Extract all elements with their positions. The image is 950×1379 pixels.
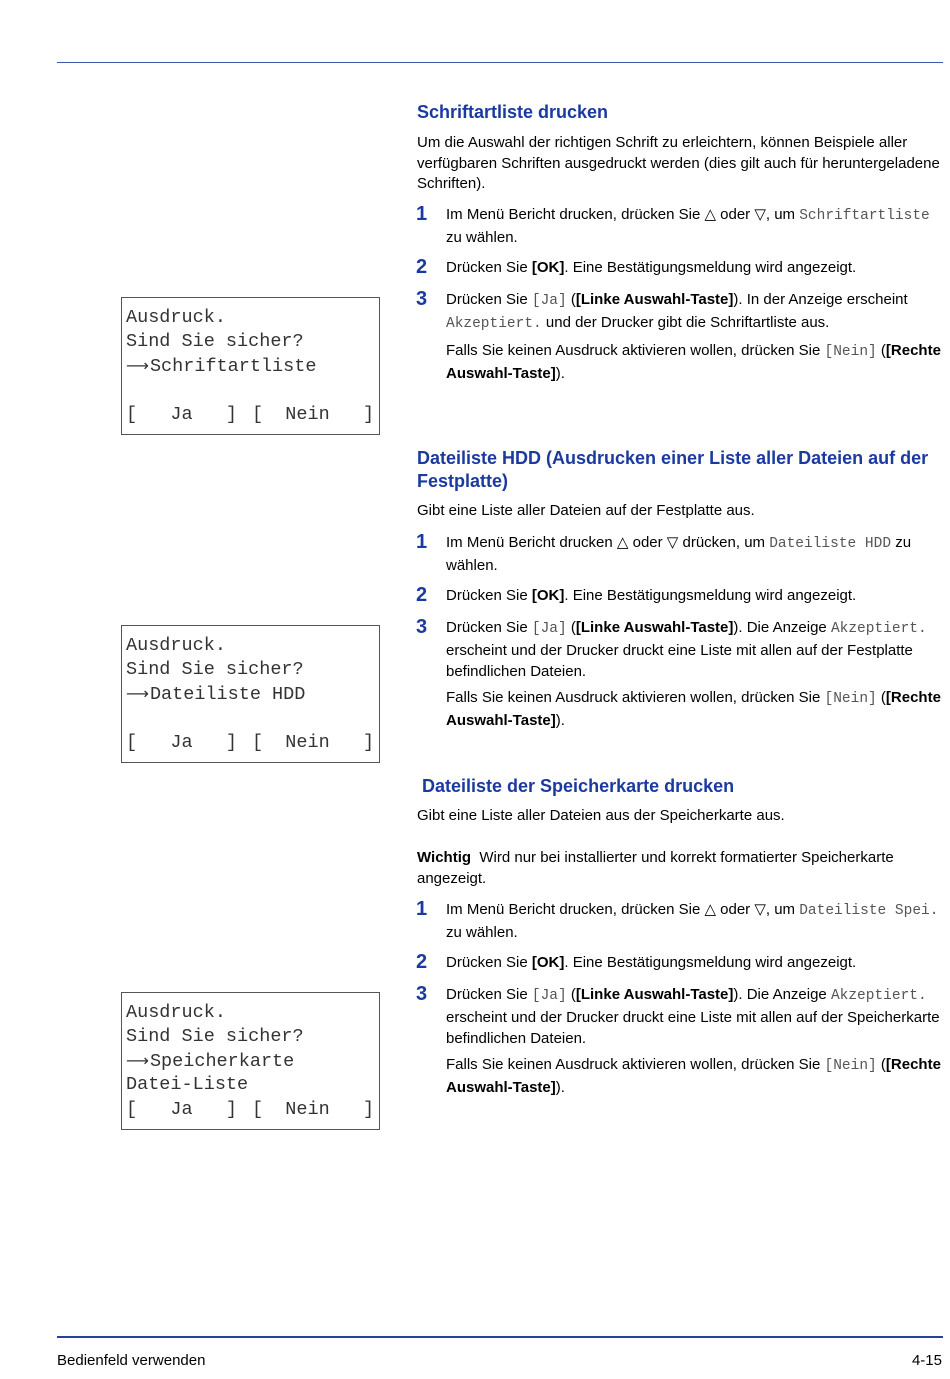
lcd-display-hdd-list [121, 625, 380, 763]
display-line: Ausdruck. [126, 307, 226, 328]
key-label: [Linke Auswahl-Taste] [575, 986, 734, 1003]
softkey-yes: [ Ja ] [126, 732, 238, 753]
step-item: 1 Im Menü Bericht drucken, drücken Sie △ oder ▽, um Schriftartliste zu wählen. [416, 203, 930, 246]
lcd-display-memory-card-list [121, 992, 380, 1130]
step-item: 1 Im Menü Bericht drucken, drücken Sie △ oder ▽, um Dateiliste Spei. zu wählen. [416, 898, 939, 941]
menu-option-code: Dateiliste Spei. [799, 903, 939, 919]
step-note: Falls Sie keinen Ausdruck aktivieren wollen, drücken Sie [Nein] ([Rechte Auswahl-Taste]). [446, 342, 941, 382]
display-line: Ausdruck. [126, 1002, 226, 1023]
section-intro: Gibt eine Liste aller Dateien auf der Festplatte aus. [417, 502, 755, 519]
step-number: 1 [416, 898, 428, 920]
step-note: Falls Sie keinen Ausdruck aktivieren wollen, drücken Sie [Nein] ([Rechte Auswahl-Taste]). [446, 1056, 941, 1096]
section-intro: Um die Auswahl der richtigen Schrift zu erleichtern, können Beispiele aller verfügbaren Schriften ausgedruckt werden (dies gilt auch für heruntergeladene Schriften). [417, 134, 940, 192]
key-label: [OK] [531, 587, 565, 604]
key-label: [OK] [531, 954, 565, 971]
key-label: [Rechte Auswahl-Taste] [446, 1056, 941, 1096]
display-line: Ausdruck. [126, 635, 226, 656]
display-line: Sind Sie sicher? [126, 659, 304, 680]
display-line: Sind Sie sicher? [126, 1026, 304, 1047]
steps-list [416, 204, 943, 384]
key-label: [Linke Auswahl-Taste] [575, 619, 734, 636]
step-item: 3 Drücken Sie [Ja] ([Linke Auswahl-Taste]). Die Anzeige Akzeptiert. erscheint und der Drucker druckt eine Liste mit allen auf der Festplatte befindlichen Dateien. Falls Sie keinen Ausdruck aktivieren wollen, drücken Sie [Nein] ([Rechte Auswahl-Taste]). [416, 617, 943, 731]
header-rule [57, 62, 943, 63]
steps-list [416, 532, 943, 731]
step-number: 2 [416, 951, 428, 973]
footer-rule [57, 1336, 943, 1338]
step-item: 3 Drücken Sie [Ja] ([Linke Auswahl-Taste]). Die Anzeige Akzeptiert. erscheint und der Drucker druckt eine Liste mit allen auf der Speicherkarte befindlichen Dateien. Falls Sie keinen Ausdruck aktivieren wollen, drücken Sie [Nein] ([Rechte Auswahl-Taste]). [416, 984, 943, 1098]
softkey-no: [ Nein ] [252, 404, 375, 425]
section-title-hdd-list: Dateiliste HDD (Ausdrucken einer Liste aller Dateien auf der Festplatte) [417, 448, 929, 491]
step-number: 3 [416, 288, 428, 310]
softkey-no: [ Nein ] [252, 1099, 375, 1120]
important-note: Wichtig Wird nur bei installierter und korrekt formatierter Speicherkarte angezeigt. [417, 849, 894, 887]
step-number: 2 [416, 584, 428, 606]
step-number: 1 [416, 531, 428, 553]
footer-chapter-title: Bedienfeld verwenden [57, 1352, 206, 1369]
menu-option-code: Schriftartliste [799, 208, 930, 224]
display-line: ⟶Schriftartliste [126, 356, 317, 377]
arrow-right-icon: ⟶ [126, 1051, 149, 1070]
page-number: 4-15 [911, 1352, 942, 1369]
step-number: 2 [416, 256, 428, 278]
key-label: [Linke Auswahl-Taste] [575, 291, 734, 308]
menu-option-code: Dateiliste HDD [769, 536, 892, 552]
display-line: ⟶Speicherkarte [126, 1051, 295, 1072]
key-label: [Rechte Auswahl-Taste] [446, 342, 941, 382]
step-number: 3 [416, 616, 428, 638]
arrow-right-icon: ⟶ [126, 356, 149, 375]
display-line: ⟶Dateiliste HDD [126, 684, 306, 705]
section-title-font-list: Schriftartliste drucken [417, 102, 609, 122]
softkey-yes: [ Ja ] [126, 404, 238, 425]
softkey-yes: [ Ja ] [126, 1099, 238, 1120]
key-label: [OK] [531, 259, 565, 276]
step-note: Falls Sie keinen Ausdruck aktivieren wollen, drücken Sie [Nein] ([Rechte Auswahl-Taste]). [446, 689, 941, 729]
step-item: 2 Drücken Sie [OK]. Eine Bestätigungsmeldung wird angezeigt. [416, 584, 857, 606]
step-item: 1 Im Menü Bericht drucken △ oder ▽ drücken, um Dateiliste HDD zu wählen. [416, 531, 912, 574]
lcd-display-font-list [121, 297, 380, 435]
step-number: 3 [416, 983, 428, 1005]
key-label: [Rechte Auswahl-Taste] [446, 689, 941, 729]
step-item: 2 Drücken Sie [OK]. Eine Bestätigungsmeldung wird angezeigt. [416, 256, 857, 278]
section-intro: Gibt eine Liste aller Dateien aus der Speicherkarte aus. [417, 807, 785, 824]
arrow-right-icon: ⟶ [126, 684, 149, 703]
step-number: 1 [416, 203, 428, 225]
important-label: Wichtig [417, 849, 472, 866]
steps-list [416, 899, 943, 1098]
display-line: Sind Sie sicher? [126, 331, 304, 352]
step-item: 3 Drücken Sie [Ja] ([Linke Auswahl-Taste]). In der Anzeige erscheint Akzeptiert. und der Drucker gibt die Schriftartliste aus. Falls Sie keinen Ausdruck aktivieren wollen, drücken Sie [Nein] ([Rechte Auswahl-Taste]). [416, 289, 943, 384]
display-line: Datei-Liste [126, 1074, 249, 1095]
step-item: 2 Drücken Sie [OK]. Eine Bestätigungsmeldung wird angezeigt. [416, 951, 857, 973]
softkey-no: [ Nein ] [252, 732, 375, 753]
section-title-memory-card-list: Dateiliste der Speicherkarte drucken [422, 776, 735, 796]
